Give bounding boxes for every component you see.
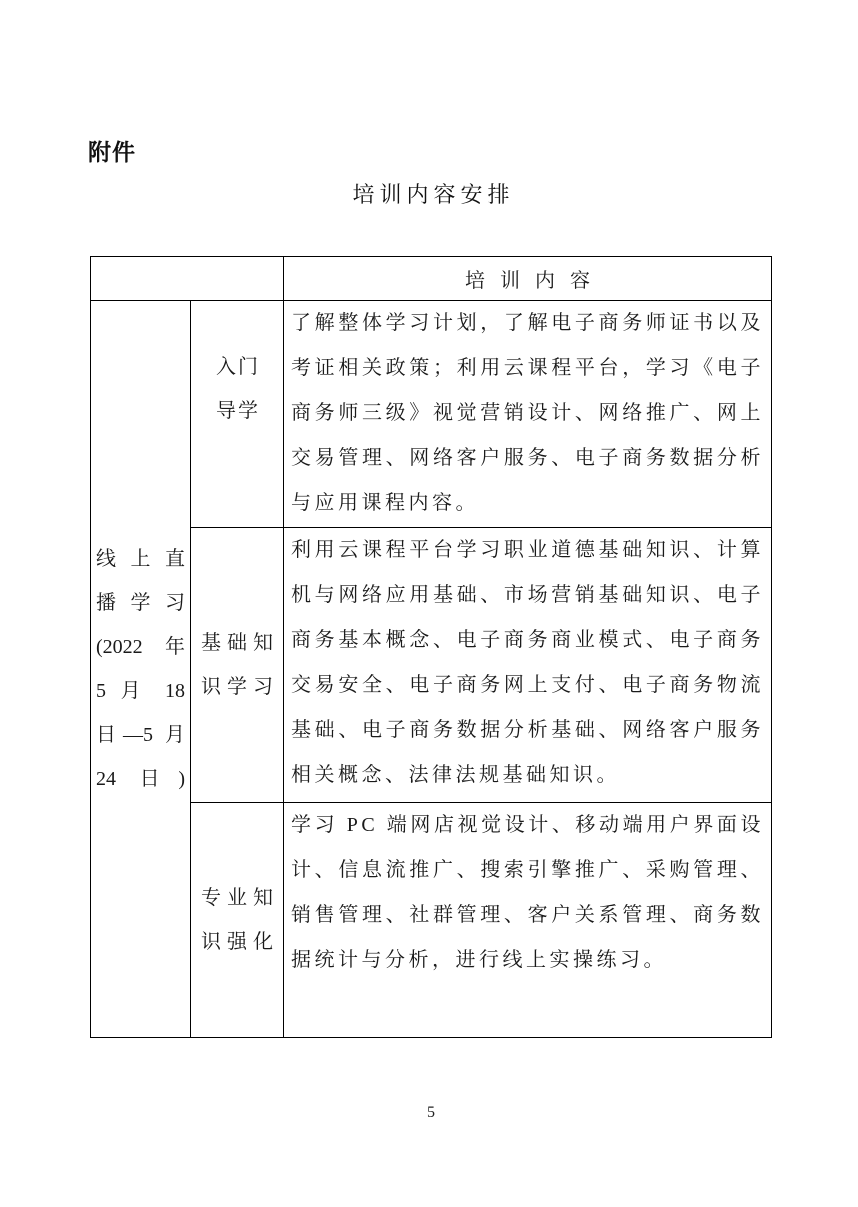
content-line: 基础、电子商务数据分析基础、网络客户服务 [291, 719, 764, 741]
content-cell-advanced [284, 803, 771, 1037]
attachment-heading: 附件 [88, 139, 136, 165]
content-line: 计、信息流推广、搜索引擎推广、采购管理、 [291, 859, 764, 881]
content-cell-basics [284, 528, 771, 803]
schedule-line: (2022 年 [96, 636, 185, 658]
stage-label-basics [191, 528, 284, 803]
content-line: 考证相关政策；利用云课程平台，学习《电子 [291, 357, 764, 379]
content-line: 交易管理、网络客户服务、电子商务数据分析 [291, 447, 764, 469]
stage-label-advanced [191, 803, 284, 1037]
content-cell-intro [284, 301, 771, 528]
content-line: 学习 PC 端网店视觉设计、移动端用户界面设 [291, 814, 764, 836]
training-content-table [90, 256, 772, 1038]
content-line: 据统计与分析，进行线上实操练习。 [291, 949, 667, 971]
content-line: 利用云课程平台学习职业道德基础知识、计算 [291, 539, 764, 561]
content-line: 商务师三级》视觉营销设计、网络推广、网上 [291, 402, 764, 424]
content-line: 与应用课程内容。 [291, 492, 479, 514]
content-line: 商务基本概念、电子商务商业模式、电子商务 [291, 629, 764, 651]
page-title: 培训内容安排 [352, 182, 515, 207]
content-line: 了解整体学习计划，了解电子商务师证书以及 [291, 312, 764, 334]
page-number: 5 [427, 1104, 435, 1121]
schedule-line: 24 日) [96, 768, 185, 790]
content-line: 销售管理、社群管理、客户关系管理、商务数 [291, 904, 764, 926]
schedule-line: 播学习 [96, 592, 185, 614]
schedule-line: 5 月 18 [96, 680, 185, 702]
schedule-text-block [96, 537, 185, 801]
stage-label-line: 识强化 [201, 931, 279, 953]
content-line: 机与网络应用基础、市场营销基础知识、电子 [291, 584, 764, 606]
merged-schedule-cell [91, 301, 191, 1037]
stage-label-line: 入门 [216, 356, 260, 378]
stage-label-intro [191, 301, 284, 528]
table-header-content-label: 培训内容 [284, 257, 771, 301]
schedule-line: 线上直 [96, 548, 185, 570]
schedule-line: 日—5 月 [96, 724, 185, 746]
stage-label-line: 识学习 [201, 676, 279, 698]
stage-label-line: 专业知 [201, 887, 279, 909]
content-line: 交易安全、电子商务网上支付、电子商务物流 [291, 674, 764, 696]
stage-label-line: 导学 [216, 400, 260, 422]
table-header-empty-cell [91, 257, 284, 301]
stage-label-line: 基础知 [201, 632, 279, 654]
content-line: 相关概念、法律法规基础知识。 [291, 764, 620, 786]
